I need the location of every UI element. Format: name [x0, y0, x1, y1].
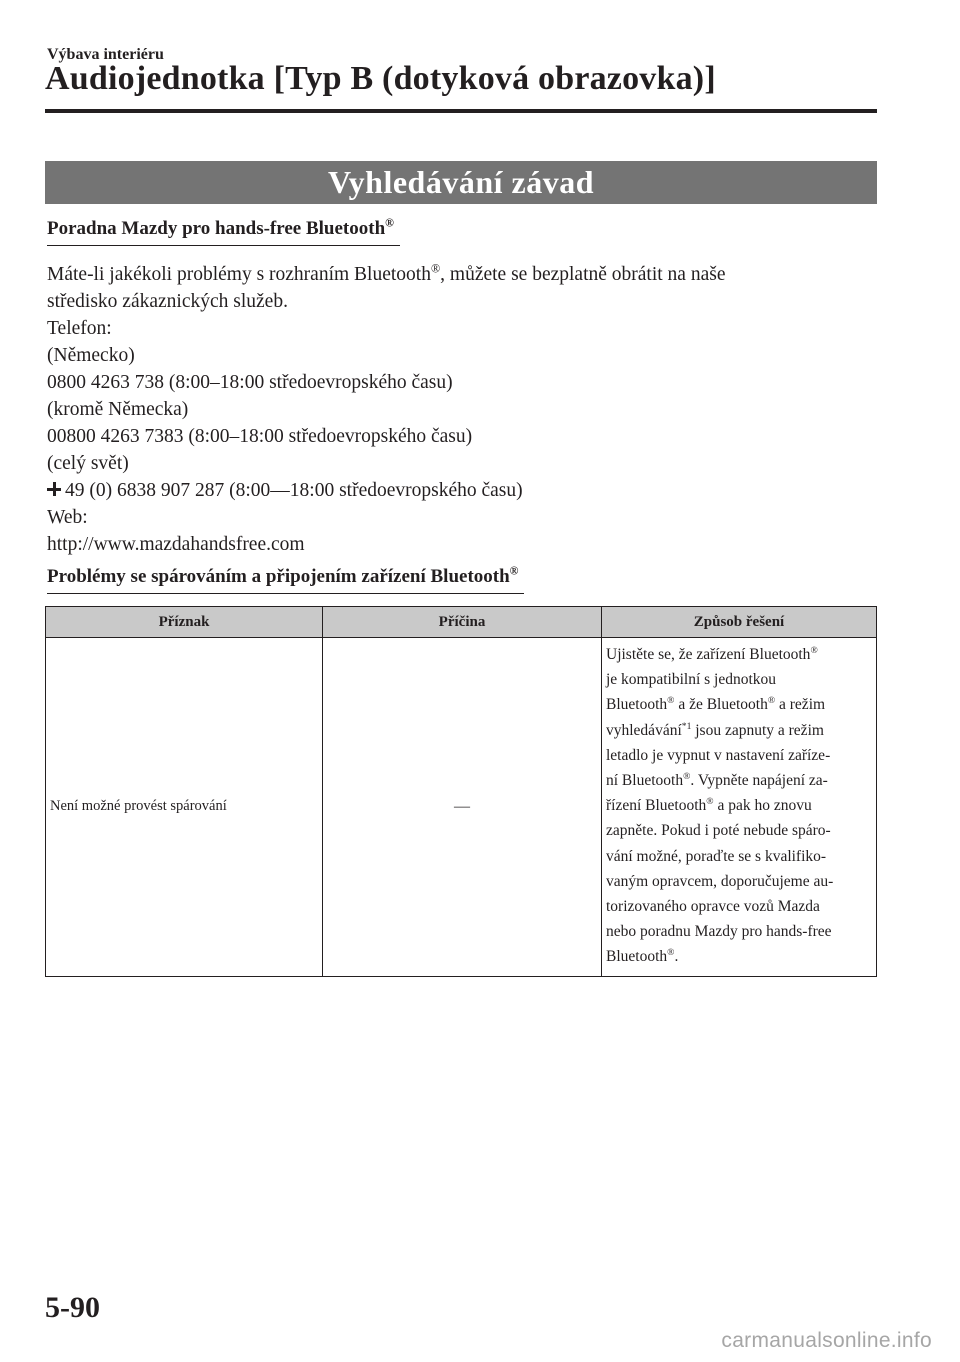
column-header: Příznak — [46, 607, 323, 638]
region-label: (celý svět) — [47, 453, 129, 474]
registered-mark: ® — [430, 261, 441, 276]
support-heading — [47, 218, 394, 242]
remedy-line: je kompatibilní s jednotkou — [606, 671, 777, 689]
phone-number: 0800 4263 738 (8:00–18:00 středoevropského času) — [47, 372, 453, 393]
column-header: Způsob řešení — [602, 607, 877, 638]
header-divider — [45, 109, 877, 113]
intro-line — [47, 261, 877, 288]
registered-mark: ® — [509, 564, 519, 578]
support-body — [47, 261, 877, 558]
remedy-line: vání možné, poraďte se s kvalifiko- — [606, 847, 827, 865]
intro-text: Máte-li jakékoli problémy s rozhraním Bluetooth — [47, 264, 431, 285]
column-header: Příčina — [323, 607, 602, 638]
cause-cell: — — [323, 638, 602, 977]
plus-icon — [47, 482, 61, 496]
web-url: http://www.mazdahandsfree.com — [47, 534, 305, 555]
remedy-line: Bluetooth®. — [606, 947, 679, 966]
watermark: carmanualsonline.info — [721, 1329, 932, 1352]
remedy-line: Bluetooth® a že Bluetooth® a režim — [606, 695, 826, 714]
region-label: (kromě Německa) — [47, 399, 189, 420]
remedy-line: vaným opravcem, doporučujeme au- — [606, 872, 834, 890]
phone-number: 00800 4263 7383 (8:00–18:00 středoevropského času) — [47, 426, 473, 447]
heading-underline — [47, 245, 400, 247]
remedy-line: zapněte. Pokud i poté nebude spáro- — [606, 822, 831, 840]
remedy-line: nebo poradnu Mazdy pro hands-free — [606, 923, 832, 941]
page-number: 5-90 — [45, 1291, 100, 1324]
support-heading-text: Poradna Mazdy pro hands-free Bluetooth — [47, 218, 386, 239]
phone-number — [47, 477, 877, 504]
intro-text: , můžete se bezplatně obrátit na naše — [440, 264, 726, 285]
table-row — [46, 638, 877, 977]
remedy-cell — [602, 638, 877, 977]
troubleshooting-table — [45, 606, 877, 977]
section-banner: Vyhledávání závad — [45, 161, 877, 204]
remedy-line: letadlo je vypnut v nastavení zaříze- — [606, 746, 831, 764]
remedy-line: Ujistěte se, že zařízení Bluetooth® — [606, 644, 818, 663]
pairing-heading — [47, 566, 518, 590]
registered-mark: ® — [385, 216, 394, 230]
web-label: Web: — [47, 507, 88, 528]
remedy-line: řízení Bluetooth® a pak ho znovu — [606, 796, 812, 815]
intro-line: středisko zákaznických služeb. — [47, 291, 288, 312]
chapter-title: Audiojednotka [Typ B (dotyková obrazovka)] — [45, 60, 716, 97]
remedy-line: vyhledávání$^{*1}$ jsou zapnuty a režim — [606, 720, 824, 739]
region-label: (Německo) — [47, 345, 135, 366]
phone-number-text: 49 (0) 6838 907 287 (8:00―18:00 středoevropského času) — [65, 480, 523, 501]
heading-underline — [47, 593, 524, 595]
phone-label: Telefon: — [47, 318, 112, 339]
remedy-line: ní Bluetooth®. Vypněte napájení za- — [606, 770, 828, 790]
pairing-heading-text: Problémy se spárováním a připojením zařízení Bluetooth — [47, 566, 510, 587]
breadcrumb: Výbava interiéru — [47, 46, 164, 63]
remedy-line: torizovaného opravce vozů Mazda — [606, 898, 820, 916]
symptom-cell: Není možné provést spárování — [46, 638, 323, 977]
table-header-row — [46, 607, 877, 638]
